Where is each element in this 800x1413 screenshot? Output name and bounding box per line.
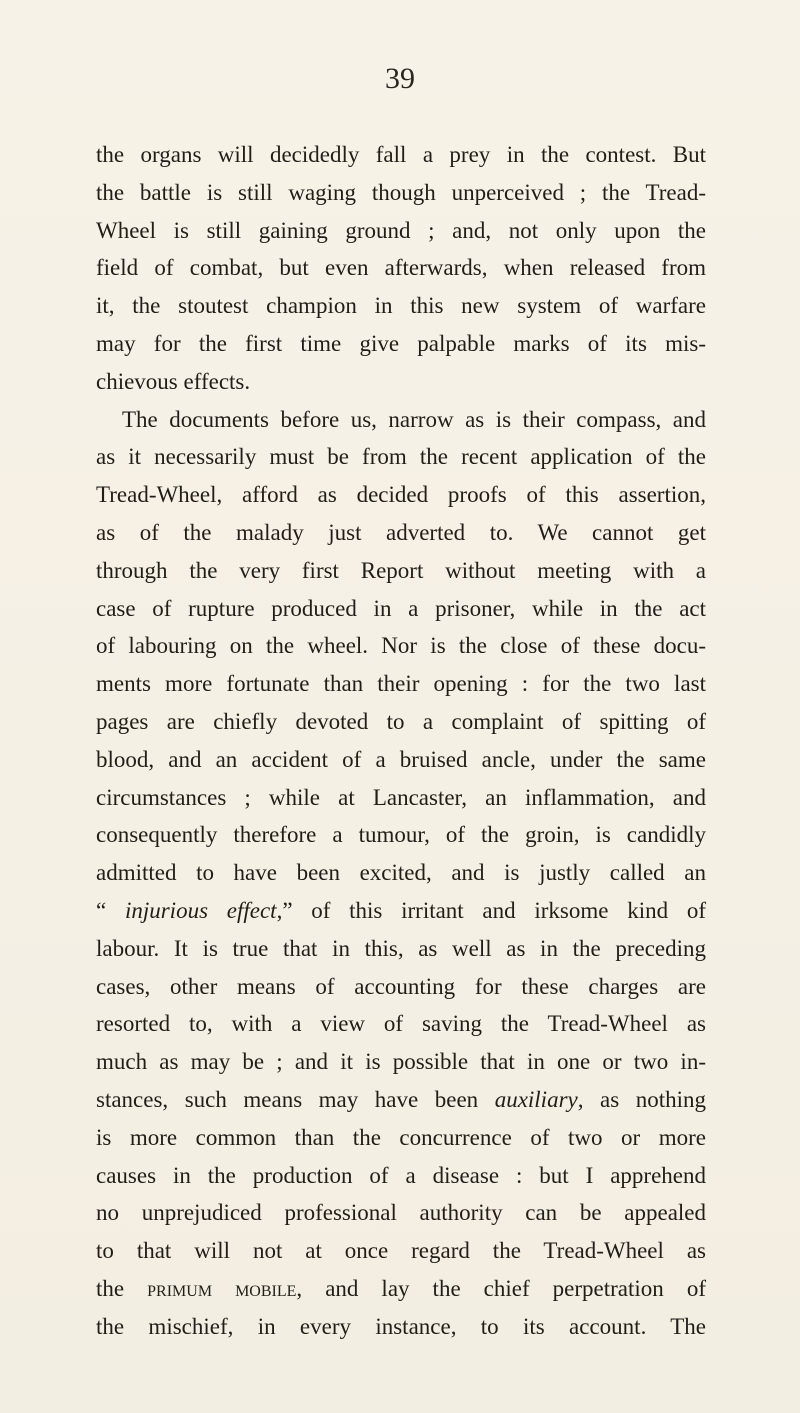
page-number: 39 <box>385 62 415 95</box>
text-line: field of combat, but even afterwards, when released from <box>96 255 706 281</box>
text-line: the organs will decidedly fall a prey in the contest. But <box>96 142 706 167</box>
text-line: the primum mobile, and lay the chief perpetration of <box>96 1275 706 1301</box>
text-line: the mischief, in every instance, to its account. The <box>96 1313 706 1339</box>
text-line: blood, and an accident of a bruised ancle, under the same <box>96 746 706 772</box>
text-line: resorted to, with a view of saving the Tread-Wheel as <box>96 1011 706 1037</box>
text-line: The documents before us, narrow as is their compass, and <box>122 406 706 432</box>
text-line: Tread-Wheel, afford as decided proofs of this assertion, <box>96 482 706 508</box>
text-line: causes in the production of a disease : but I apprehend <box>96 1162 706 1188</box>
text-line: chievous effects. <box>96 368 251 394</box>
text-line: may for the first time give palpable marks of its mis- <box>96 330 706 356</box>
text-line: consequently therefore a tumour, of the groin, is candidly <box>96 822 706 848</box>
body-text <box>96 136 706 1346</box>
text-line: pages are chiefly devoted to a complaint of spitting of <box>96 708 706 734</box>
text-line: as it necessarily must be from the recent application of the <box>96 444 706 470</box>
text-line: of labouring on the wheel. Nor is the close of these docu- <box>96 633 706 659</box>
text-line: ments more fortunate than their opening : for the two last <box>96 671 706 697</box>
text-line: as of the malady just adverted to. We cannot get <box>96 519 706 545</box>
text-line: Wheel is still gaining ground ; and, not only upon the <box>96 217 706 243</box>
text-line: no unprejudiced professional authority can be appealed <box>96 1200 706 1226</box>
text-line: it, the stoutest champion in this new system of warfare <box>96 293 706 319</box>
text-line: to that will not at once regard the Tread-Wheel as <box>96 1238 706 1264</box>
text-line: labour. It is true that in this, as well as in the preceding <box>96 935 706 961</box>
text-line: cases, other means of accounting for these charges are <box>96 973 706 999</box>
text-line: the battle is still waging though unperceived ; the Tread- <box>96 179 706 205</box>
text-line: circumstances ; while at Lancaster, an inflammation, and <box>96 784 706 810</box>
text-line: “ injurious effect,” of this irritant and irksome kind of <box>96 897 706 923</box>
text-line: case of rupture produced in a prisoner, while in the act <box>96 595 706 621</box>
text-line: admitted to have been excited, and is justly called an <box>96 860 706 886</box>
text-line: much as may be ; and it is possible that in one or two in- <box>96 1049 706 1075</box>
text-line: is more common than the concurrence of two or more <box>96 1124 706 1150</box>
text-line: through the very first Report without meeting with a <box>96 557 706 583</box>
text-line: stances, such means may have been auxiliary, as nothing <box>96 1086 706 1112</box>
